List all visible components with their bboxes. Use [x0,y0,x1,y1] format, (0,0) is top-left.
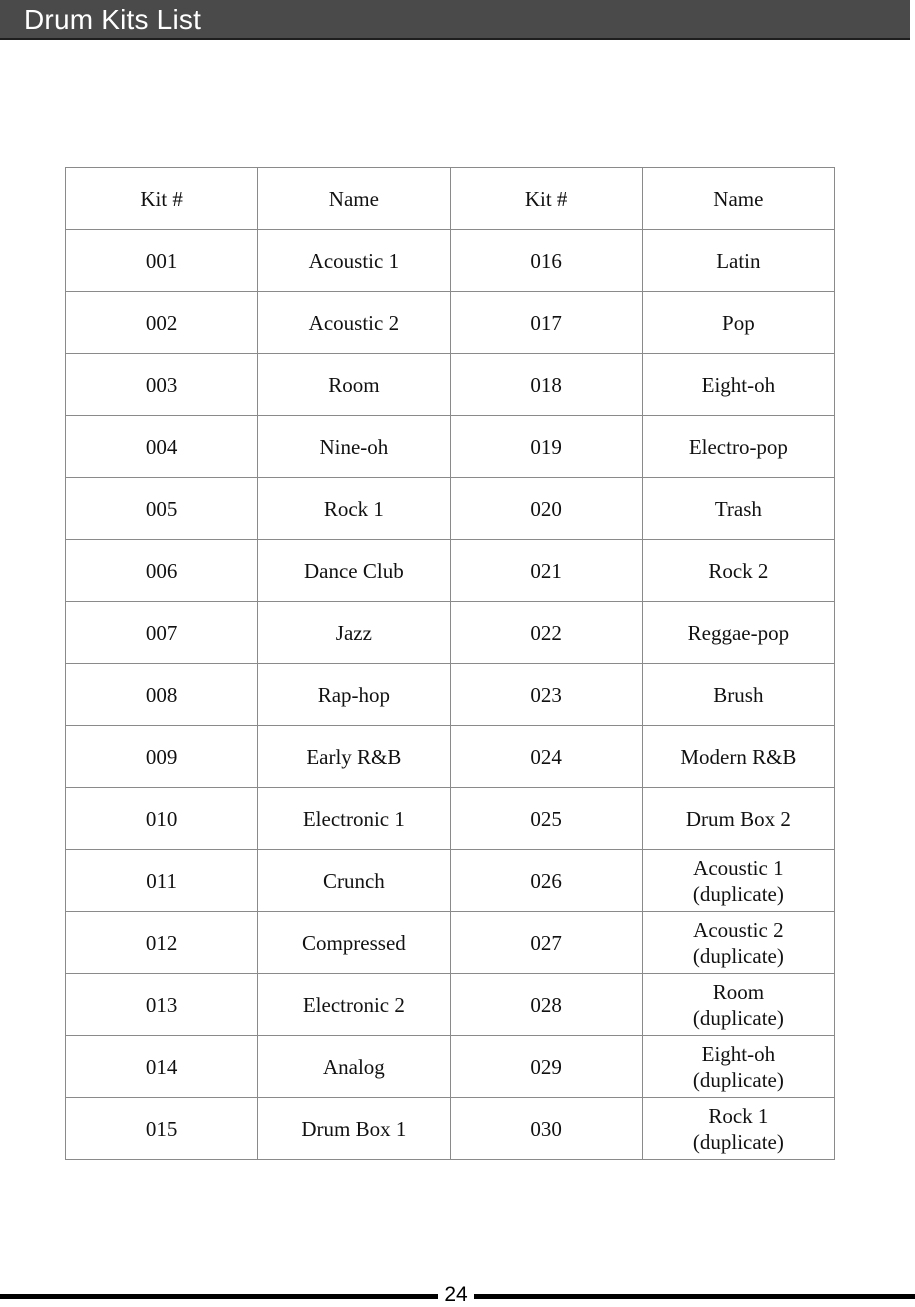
kit-name-cell: Electronic 1 [258,788,450,850]
kit-number-cell: 026 [450,850,642,912]
kit-name-cell: Trash [642,478,834,540]
kit-name-label: Eight-oh [701,1041,776,1066]
kit-name-label: Rock 1 [708,1103,769,1128]
duplicate-note: (duplicate) [692,943,784,968]
table-row [66,230,835,292]
kit-number-cell: 023 [450,664,642,726]
kit-name-label: Room [712,979,765,1004]
kit-number-cell: 006 [66,540,258,602]
kit-number-cell: 018 [450,354,642,416]
duplicate-note: (duplicate) [692,1005,784,1030]
kit-number-cell: 011 [66,850,258,912]
table-row [66,1098,835,1160]
table-row [66,354,835,416]
table-row [66,416,835,478]
table-row [66,974,835,1036]
table-row [66,850,835,912]
kit-number-cell: 002 [66,292,258,354]
footer-rule-left [0,1294,438,1299]
kit-name-cell [642,974,834,1036]
footer-rule-right [474,1294,915,1299]
table-row [66,726,835,788]
kit-number-cell: 016 [450,230,642,292]
duplicate-note: (duplicate) [692,1129,784,1154]
kit-name-cell: Analog [258,1036,450,1098]
kit-name-cell [642,850,834,912]
kit-number-cell: 005 [66,478,258,540]
kit-name-cell: Room [258,354,450,416]
kit-number-cell: 029 [450,1036,642,1098]
kit-name-cell: Drum Box 1 [258,1098,450,1160]
kit-number-cell: 019 [450,416,642,478]
table-row [66,912,835,974]
column-header-kit-number: Kit # [450,168,642,230]
kit-number-cell: 010 [66,788,258,850]
kit-number-cell: 008 [66,664,258,726]
kit-name-cell: Nine-oh [258,416,450,478]
kit-name-label: Acoustic 1 [693,855,784,880]
column-header-name: Name [258,168,450,230]
kit-name-label: Acoustic 2 [693,917,784,942]
column-header-kit-number: Kit # [66,168,258,230]
header-bar [0,0,910,40]
table-row [66,540,835,602]
kit-number-cell: 014 [66,1036,258,1098]
page-number: 24 [444,1283,468,1306]
kit-name-cell: Crunch [258,850,450,912]
table-header-row [66,168,835,230]
kit-name-cell: Acoustic 2 [258,292,450,354]
kit-number-cell: 021 [450,540,642,602]
kit-name-cell: Latin [642,230,834,292]
kit-name-cell: Electronic 2 [258,974,450,1036]
kit-number-cell: 015 [66,1098,258,1160]
kit-number-cell: 028 [450,974,642,1036]
kit-name-cell: Compressed [258,912,450,974]
kit-number-cell: 001 [66,230,258,292]
kit-name-cell: Dance Club [258,540,450,602]
duplicate-note: (duplicate) [692,881,784,906]
kit-number-cell: 007 [66,602,258,664]
kit-name-cell: Electro-pop [642,416,834,478]
kit-name-cell: Rock 2 [642,540,834,602]
table-row [66,1036,835,1098]
kit-name-cell: Modern R&B [642,726,834,788]
duplicate-note: (duplicate) [692,1067,784,1092]
kit-number-cell: 024 [450,726,642,788]
kit-name-cell: Eight-oh [642,354,834,416]
kit-number-cell: 003 [66,354,258,416]
kit-number-cell: 022 [450,602,642,664]
kit-name-cell [642,1098,834,1160]
table-row [66,788,835,850]
kit-number-cell: 030 [450,1098,642,1160]
kit-name-cell: Rock 1 [258,478,450,540]
kit-name-cell: Brush [642,664,834,726]
kit-number-cell: 009 [66,726,258,788]
kit-name-cell: Drum Box 2 [642,788,834,850]
table-row [66,292,835,354]
drum-kits-table [65,167,835,1160]
kit-name-cell: Rap-hop [258,664,450,726]
kit-name-cell: Reggae-pop [642,602,834,664]
table-row [66,602,835,664]
table-row [66,478,835,540]
kit-number-cell: 020 [450,478,642,540]
kit-number-cell: 004 [66,416,258,478]
column-header-name: Name [642,168,834,230]
kit-name-cell [642,1036,834,1098]
kit-number-cell: 017 [450,292,642,354]
kit-number-cell: 012 [66,912,258,974]
page-title: Drum Kits List [24,4,202,35]
kit-name-cell [642,912,834,974]
kit-name-cell: Early R&B [258,726,450,788]
kit-name-cell: Pop [642,292,834,354]
kit-number-cell: 013 [66,974,258,1036]
kit-number-cell: 025 [450,788,642,850]
kit-name-cell: Acoustic 1 [258,230,450,292]
table-row [66,664,835,726]
kit-name-cell: Jazz [258,602,450,664]
kit-number-cell: 027 [450,912,642,974]
table-body [66,230,835,1160]
